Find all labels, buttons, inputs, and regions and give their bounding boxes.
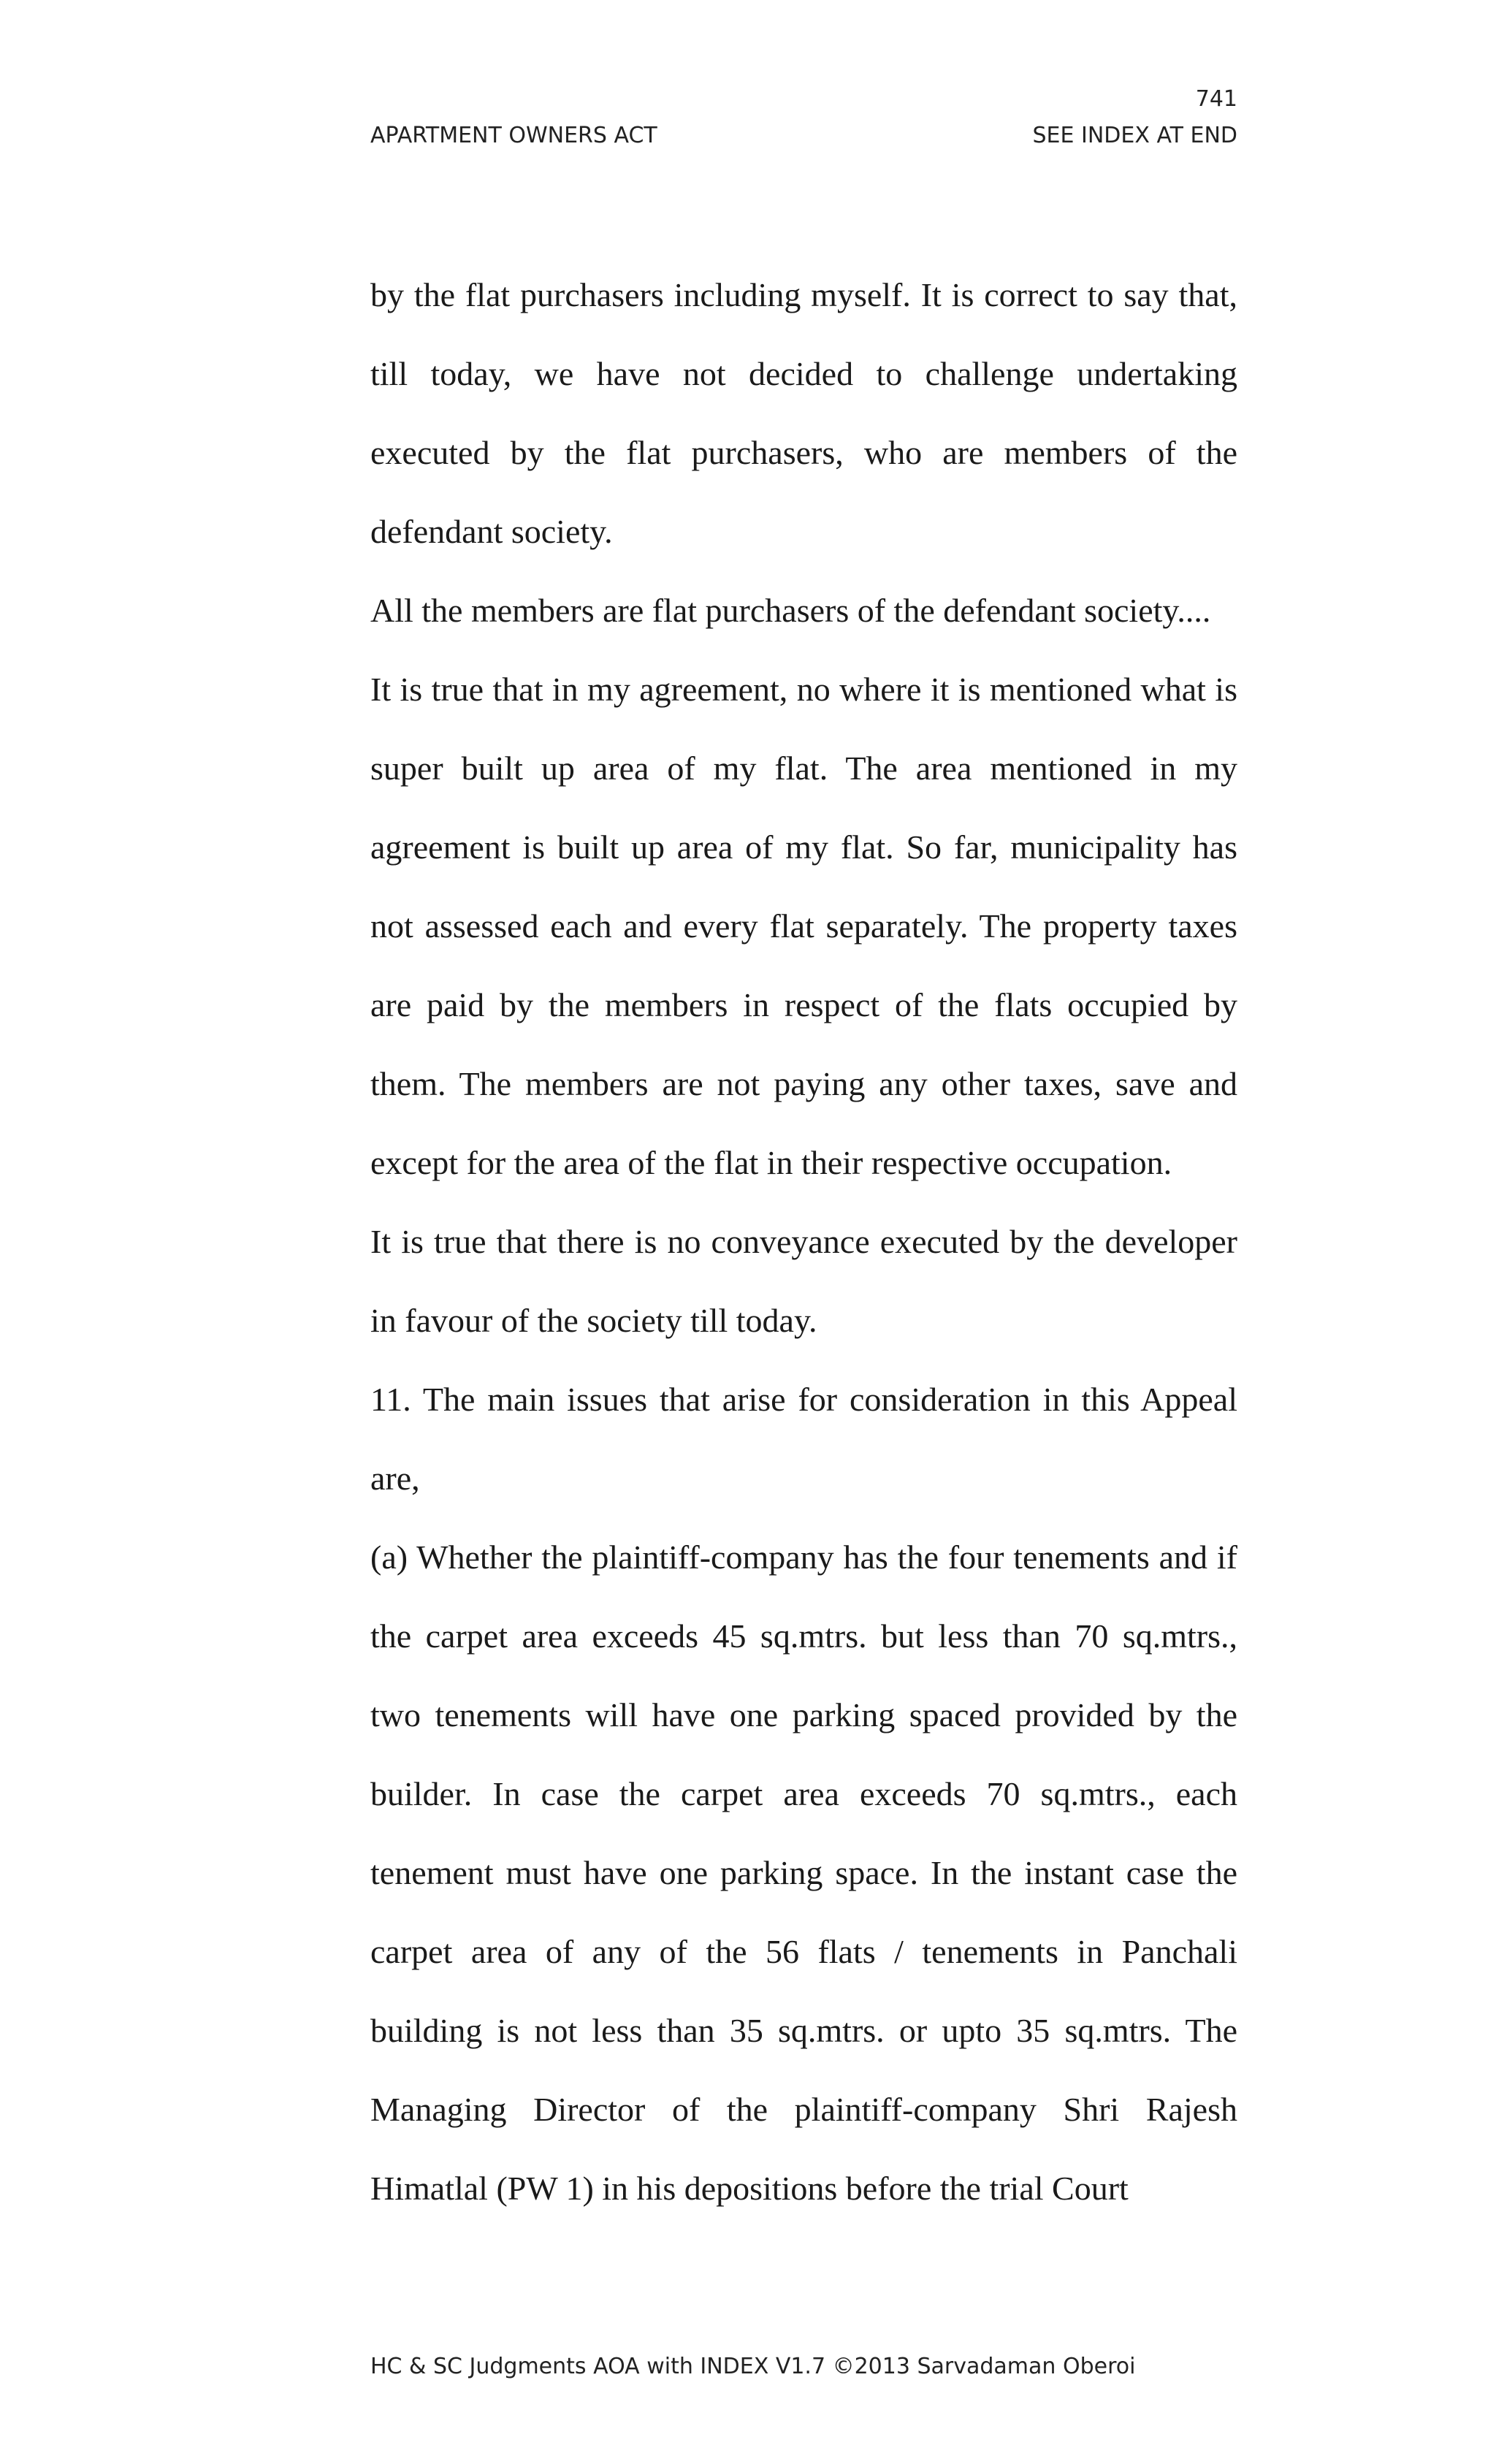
paragraph-1: by the flat purchasers including myself. It is correct to say that, till today, we have not decided to challenge undertaking executed by the flat purchasers, who are members of the defendant society. — [370, 276, 1237, 550]
header-right-note: SEE INDEX AT END — [1032, 123, 1237, 148]
paragraph-5: 11. The main issues that arise for consideration in this Appeal are, — [370, 1381, 1237, 1497]
paragraph-6: (a) Whether the plaintiff-company has the four tenements and if the carpet area exceeds 45 sq.mtrs. but less than 70 sq.mtrs., two tenements will have one parking spaced provided by the builder. In case the carpet area exceeds 70 sq.mtrs., each tenement must have one parking space. In the instant case the carpet area of any of the 56 flats / tenements in Panchali building is not less than 35 sq.mtrs. or upto 35 sq.mtrs. The Managing Director of the plaintiff-company Shri Rajesh Himatlal (PW 1) in his depositions before the trial Court — [370, 1538, 1237, 2207]
page-number: 741 — [1195, 86, 1237, 112]
document-body — [370, 256, 1237, 2228]
paragraph-4: It is true that there is no conveyance executed by the developer in favour of the society till today. — [370, 1223, 1237, 1339]
paragraph-2: All the members are flat purchasers of the defendant society.... — [370, 592, 1211, 629]
header-left-title: APARTMENT OWNERS ACT — [370, 123, 657, 148]
paragraph-3: It is true that in my agreement, no where it is mentioned what is super built up area of my flat. The area mentioned in my agreement is built up area of my flat. So far, municipality has not assessed each and every flat separately. The property taxes are paid by the members in respect of the flats occupied by them. The members are not paying any other taxes, save and except for the area of the flat in their respective occupation. — [370, 671, 1237, 1181]
running-header — [370, 123, 1237, 148]
page-footer: HC & SC Judgments AOA with INDEX V1.7 ©2013 Sarvadaman Oberoi — [370, 2354, 1136, 2379]
